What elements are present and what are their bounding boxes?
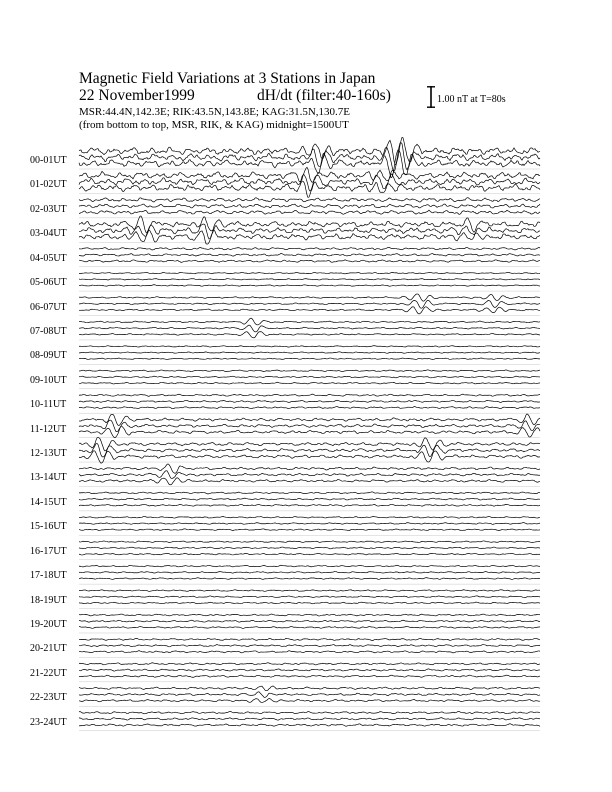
trace-rik [79, 571, 540, 573]
trace-msr [79, 382, 540, 384]
row-label: 18-19UT [30, 594, 67, 606]
trace-kag [79, 541, 540, 543]
trace-kag [79, 394, 540, 396]
trace-kag [79, 247, 540, 250]
row-label: 03-04UT [30, 228, 67, 240]
row-label: 02-03UT [30, 203, 67, 215]
trace-kag [79, 216, 540, 232]
trace-kag [79, 638, 540, 640]
trace-rik [79, 596, 540, 598]
trace-msr [79, 451, 540, 463]
row-label: 11-12UT [30, 423, 67, 435]
row-label: 15-16UT [30, 521, 67, 533]
trace-msr [79, 307, 540, 314]
trace-msr [79, 699, 540, 703]
trace-msr [79, 260, 540, 263]
scale-bar [426, 86, 436, 108]
trace-msr [79, 358, 540, 360]
trace-rik [79, 692, 540, 698]
trace-msr [79, 210, 540, 214]
trace-rik [79, 143, 540, 172]
trace-kag [79, 198, 540, 203]
trace-kag [79, 663, 540, 665]
trace-kag [79, 272, 540, 273]
row-label: 01-02UT [30, 179, 67, 191]
trace-msr [79, 675, 540, 677]
row-label: 07-08UT [30, 325, 67, 337]
trace-msr [79, 651, 540, 653]
trace-msr [79, 504, 540, 506]
trace-kag [79, 318, 540, 325]
trace-msr [79, 478, 540, 485]
trace-rik [79, 400, 540, 402]
trace-msr [79, 181, 540, 197]
chart-date: 22 November1999 [79, 87, 195, 104]
row-label: 09-10UT [30, 374, 67, 386]
trace-rik [79, 253, 540, 256]
row-label: 00-01UT [30, 155, 67, 166]
filter-label: dH/dt (filter:40-160s) [257, 87, 391, 104]
row-label: 12-13UT [30, 448, 67, 460]
trace-kag [79, 711, 540, 713]
trace-kag [79, 614, 540, 616]
trace-rik [79, 420, 540, 431]
trace-rik [79, 547, 540, 549]
trace-rik [79, 300, 540, 308]
trace-msr [79, 426, 540, 438]
chart-title: Magnetic Field Variations at 3 Stations in Japan [79, 70, 376, 87]
trace-rik [79, 620, 540, 622]
trace-msr [79, 332, 540, 338]
trace-rik [79, 669, 540, 671]
trace-kag [79, 437, 540, 451]
trace-msr [79, 407, 540, 409]
trace-rik [79, 325, 540, 332]
row-label: 20-21UT [30, 643, 67, 655]
trace-kag [79, 686, 540, 691]
trace-msr [79, 553, 540, 555]
row-label: 21-22UT [30, 667, 67, 679]
trace-msr [79, 150, 540, 178]
row-label: 16-17UT [30, 545, 67, 557]
row-label: 17-18UT [30, 570, 67, 582]
trace-msr [79, 626, 540, 628]
trace-msr [79, 602, 540, 604]
trace-rik [79, 644, 540, 646]
station-coordinates: MSR:44.4N,142.3E; RIK:43.5N,143.8E; KAG:31.5N,130.7E [79, 106, 351, 118]
trace-msr [79, 529, 540, 531]
trace-kag [79, 346, 540, 347]
trace-rik [79, 204, 540, 208]
row-label: 10-11UT [30, 399, 67, 411]
trace-rik [79, 352, 540, 353]
row-label: 19-20UT [30, 618, 67, 630]
trace-rik [79, 471, 540, 479]
trace-kag [79, 492, 540, 494]
trace-rik [79, 376, 540, 378]
scale-label: 1.00 nT at T=80s [437, 94, 506, 105]
row-label: 23-24UT [30, 716, 67, 728]
trace-msr [79, 724, 540, 727]
row-label: 14-15UT [30, 496, 67, 508]
trace-rik [79, 224, 540, 239]
trace-kag [79, 294, 540, 301]
trace-rik [79, 718, 540, 720]
row-label: 13-14UT [30, 472, 67, 484]
trace-rik [79, 498, 540, 500]
trace-kag [79, 565, 540, 567]
trace-kag [79, 464, 540, 473]
trace-msr [79, 578, 540, 580]
row-label: 08-09UT [30, 350, 67, 362]
trace-kag [79, 414, 540, 426]
trace-rik [79, 279, 540, 280]
trace-kag [79, 590, 540, 592]
row-label: 04-05UT [30, 252, 67, 264]
row-label: 06-07UT [30, 301, 67, 313]
trace-rik [79, 443, 540, 457]
trace-msr [79, 285, 540, 287]
trace-kag [79, 516, 540, 518]
trace-rik [79, 523, 540, 525]
station-order-note: (from bottom to top, MSR, RIK, & KAG) midnight=1500UT [79, 119, 349, 131]
row-label: 05-06UT [30, 277, 67, 289]
trace-kag [79, 370, 540, 372]
row-label: 22-23UT [30, 692, 67, 704]
